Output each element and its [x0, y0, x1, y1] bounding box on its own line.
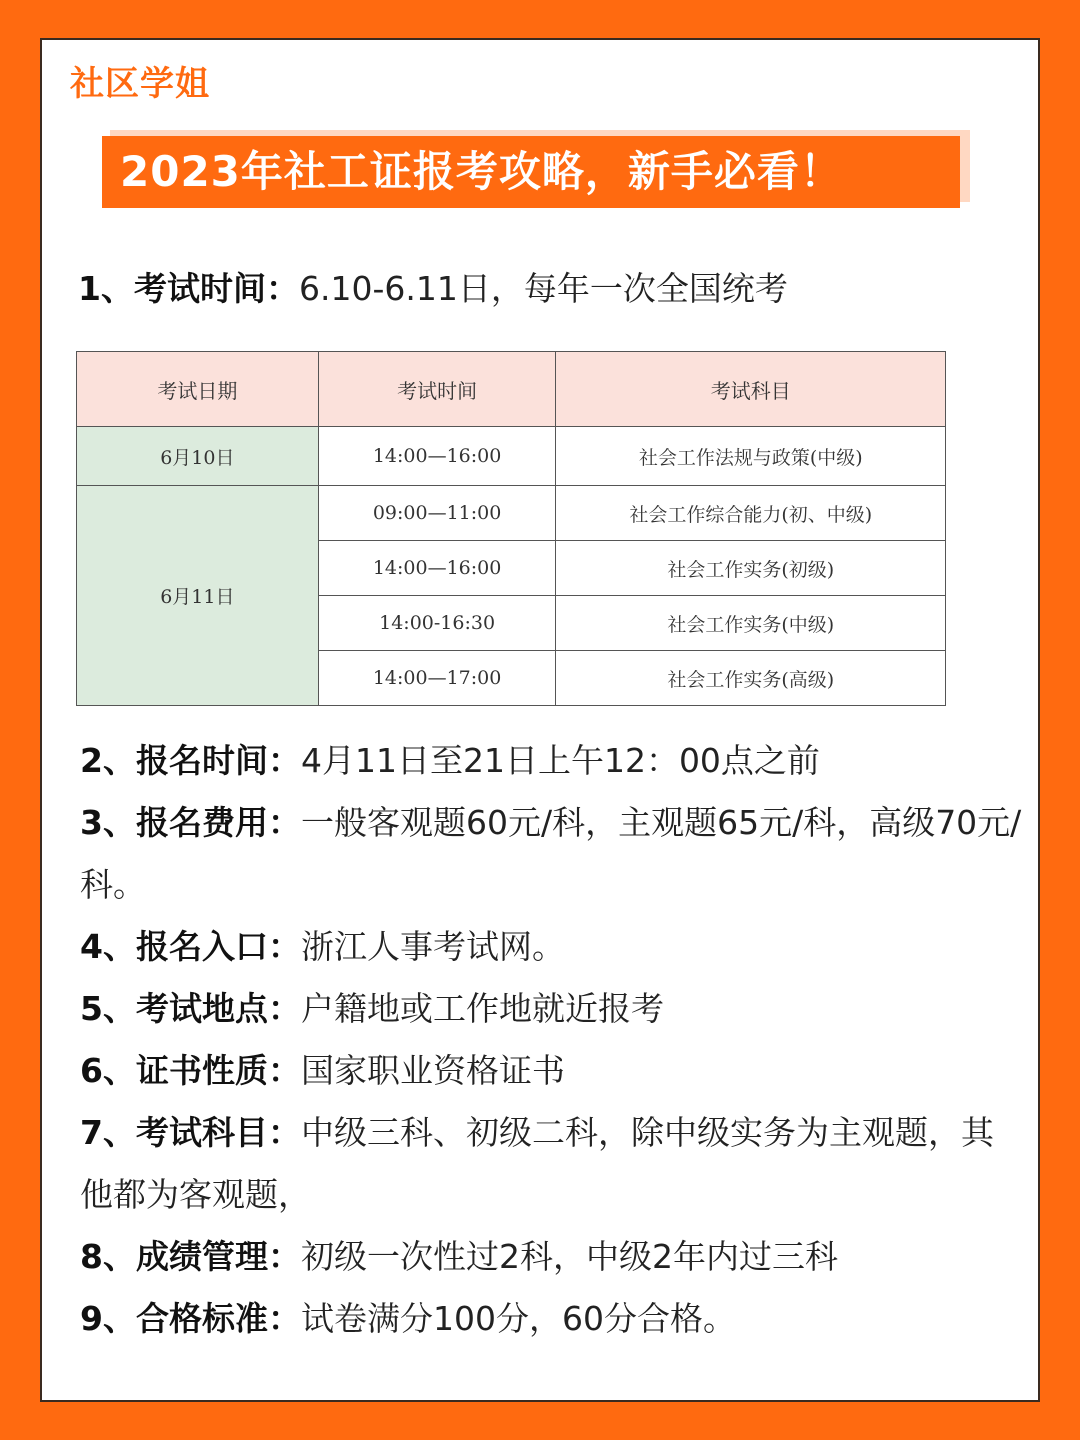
subject-cell: 社会工作法规与政策(中级)	[556, 427, 946, 486]
time-cell: 14:00-16:30	[318, 596, 556, 651]
list-item	[80, 916, 1026, 978]
table-row	[77, 427, 946, 486]
time-cell: 14:00—16:00	[318, 541, 556, 596]
date-cell: 6月10日	[77, 427, 319, 486]
item-key: 8、成绩管理：	[80, 1237, 301, 1276]
time-cell: 09:00—11:00	[318, 486, 556, 541]
list-item	[80, 730, 1026, 792]
item-value: 浙江人事考试网。	[300, 927, 565, 966]
item-key: 2、报名时间：	[80, 741, 301, 780]
item-value: 6.10-6.11日，每年一次全国统考	[298, 269, 788, 308]
subject-cell: 社会工作实务(中级)	[556, 596, 946, 651]
list-item	[80, 1040, 1026, 1102]
item-value: 初级一次性过2科，中级2年内过三科	[300, 1237, 838, 1276]
item-value: 户籍地或工作地就近报考	[300, 989, 664, 1028]
list-item	[80, 1102, 1026, 1226]
header-subject: 考试科目	[556, 352, 946, 427]
item-value: 中级三科、初级二科，除中级实务为主观题，其他都为客观题，	[80, 1113, 994, 1214]
time-cell: 14:00—16:00	[318, 427, 556, 486]
item-key: 7、考试科目：	[80, 1113, 301, 1152]
item-value: 一般客观题60元/科，主观题65元/科，高级70元/科。	[80, 803, 1022, 904]
list-item	[80, 978, 1026, 1040]
info-list	[80, 730, 1026, 1350]
header-date: 考试日期	[77, 352, 319, 427]
item-key: 4、报名入口：	[80, 927, 301, 966]
content-card	[40, 38, 1040, 1402]
page-title: 2023年社工证报考攻略，新手必看！	[102, 136, 960, 208]
table-header-row	[77, 352, 946, 427]
list-item	[80, 1288, 1026, 1350]
brand-label: 社区学姐	[70, 64, 210, 104]
item-value: 4月11日至21日上午12：00点之前	[300, 741, 820, 780]
item-exam-time	[78, 258, 1018, 320]
date-cell: 6月11日	[77, 486, 319, 706]
title-banner	[102, 136, 960, 208]
list-item	[80, 1226, 1026, 1288]
subject-cell: 社会工作综合能力(初、中级)	[556, 486, 946, 541]
item-key: 9、合格标准：	[80, 1299, 301, 1338]
item-key: 5、考试地点：	[80, 989, 301, 1028]
time-cell: 14:00—17:00	[318, 651, 556, 706]
subject-cell: 社会工作实务(高级)	[556, 651, 946, 706]
subject-cell: 社会工作实务(初级)	[556, 541, 946, 596]
exam-schedule-table	[76, 351, 946, 706]
list-item	[80, 792, 1026, 916]
item-value: 试卷满分100分，60分合格。	[300, 1299, 736, 1338]
item-key: 3、报名费用：	[80, 803, 301, 842]
header-time: 考试时间	[318, 352, 556, 427]
table-row	[77, 486, 946, 541]
item-value: 国家职业资格证书	[300, 1051, 565, 1090]
item-key: 6、证书性质：	[80, 1051, 301, 1090]
item-key: 1、考试时间：	[78, 269, 299, 308]
